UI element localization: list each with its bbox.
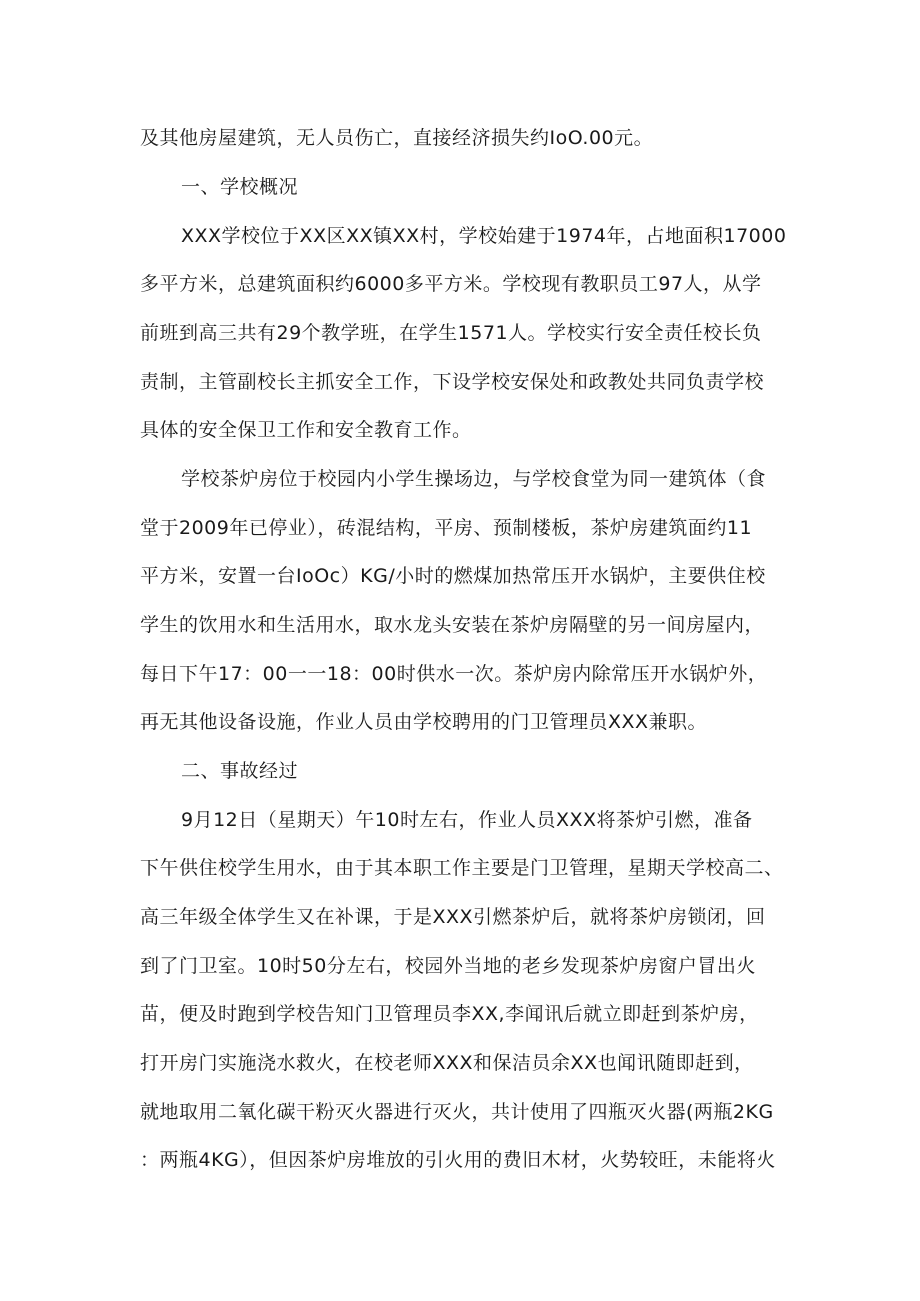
paragraph-line: 学生的饮用水和生活用水，取水龙头安装在茶炉房隔壁的另一间房屋内， [140,614,765,636]
paragraph-line: ：两瓶4KG），但因茶炉房堆放的引火用的费旧木材，火势较旺，未能将火 [140,1149,776,1171]
paragraph-line: 苗，便及时跑到学校告知门卫管理员李XX,李闻讯后就立即赶到茶炉房， [140,1003,759,1025]
paragraph-line: 每日下午17：00一一18：00时供水一次。茶炉房内除常压开水锅炉外， [140,663,768,685]
paragraph-line: 下午供住校学生用水，由于其本职工作主要是门卫管理，星期天学校高二、 [140,857,784,879]
section-heading: 一、学校概况 [181,176,299,198]
paragraph-line: 堂于2009年已停业），砖混结构，平房、预制楼板，茶炉房建筑面约11 [140,517,753,539]
paragraph-line: 就地取用二氧化碳干粉灭火器进行灭火，共计使用了四瓶灭火器(两瓶2KG [140,1101,774,1123]
paragraph-line: 多平方米，总建筑面积约6000多平方米。学校现有教职员工97人，从学 [140,273,762,295]
paragraph-line: 再无其他设备设施，作业人员由学校聘用的门卫管理员XXX兼职。 [140,711,708,733]
paragraph-line: 9月12日（星期天）午10时左右，作业人员XXX将茶炉引燃，准备 [181,809,753,831]
paragraph-line: 及其他房屋建筑，无人员伤亡，直接经济损失约IoO.00元。 [140,127,654,149]
paragraph-line: 责制，主管副校长主抓安全工作，下设学校安保处和政教处共同负责学校 [140,371,765,393]
paragraph-line: 具体的安全保卫工作和安全教育工作。 [140,419,472,441]
paragraph-line: 到了门卫室。10时50分左右，校园外当地的老乡发现茶炉房窗户冒出火 [140,955,756,977]
paragraph-line: 前班到高三共有29个教学班，在学生1571人。学校实行安全责任校长负 [140,322,762,344]
paragraph-line: 打开房门实施浇水救火，在校老师XXX和保洁员余XX也闻讯随即赶到， [140,1052,754,1074]
paragraph-line: XXX学校位于XX区XX镇XX村，学校始建于1974年，占地面积17000 [181,225,787,247]
paragraph-line: 高三年级全体学生又在补课，于是XXX引燃茶炉后，就将茶炉房锁闭，回 [140,906,766,928]
section-heading: 二、事故经过 [181,760,299,782]
paragraph-line: 平方米，安置一台IoOc）KG/小时的燃煤加热常压开水锅炉，主要供住校 [140,565,766,587]
paragraph-line: 学校茶炉房位于校园内小学生操场边，与学校食堂为同一建筑体（食 [181,468,767,490]
